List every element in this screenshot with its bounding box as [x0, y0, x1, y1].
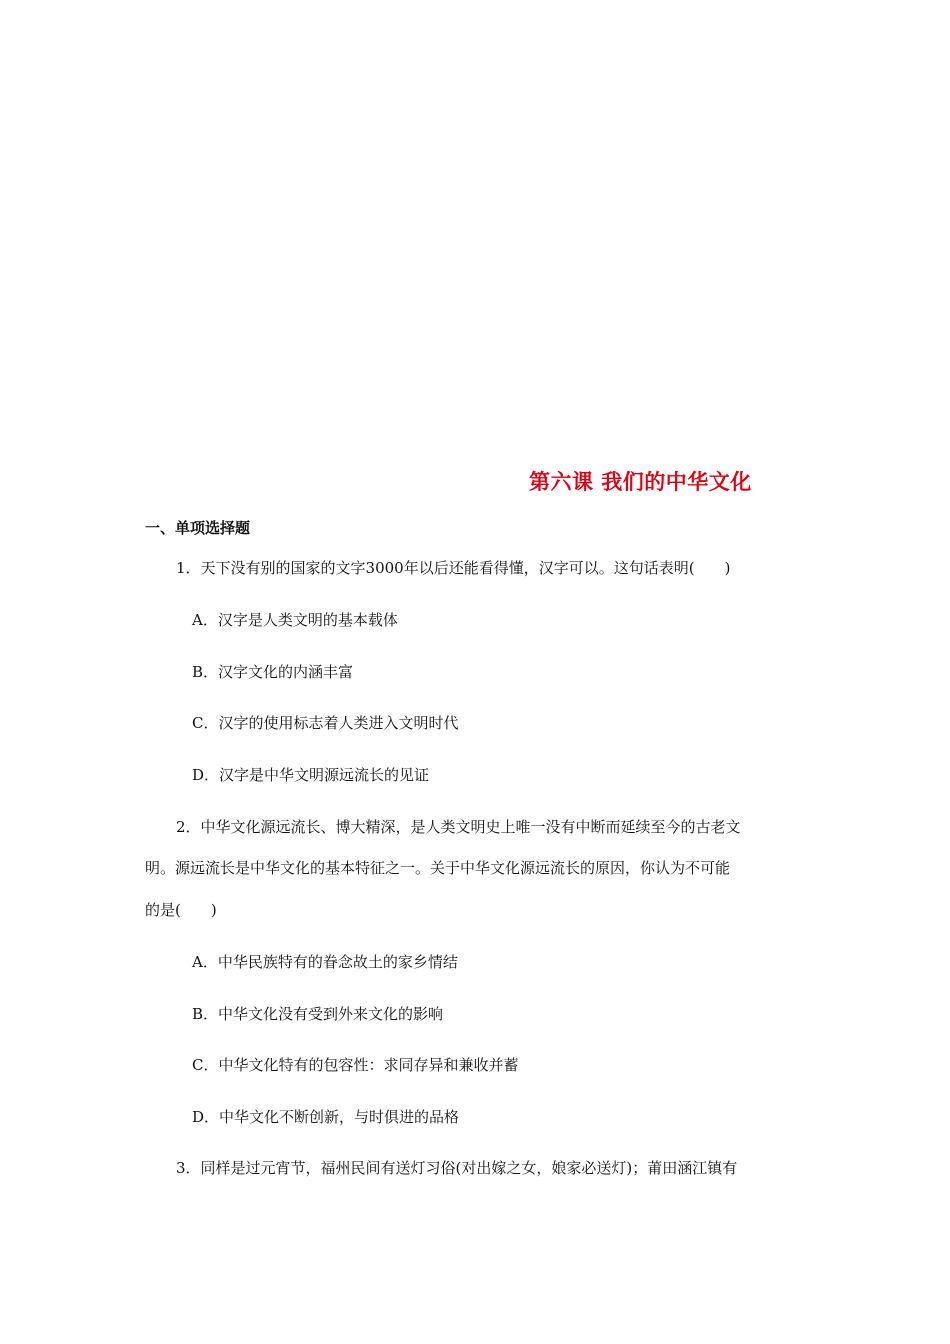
question-1-option-c[interactable]: C．汉字的使用标志着人类进入文明时代 [192, 714, 459, 732]
question-1-option-a[interactable]: A．汉字是人类文明的基本载体 [192, 611, 398, 629]
question-1-stem: 1．天下没有别的国家的文字3000年以后还能看得懂，汉字可以。这句话表明( ) [176, 559, 731, 577]
question-1-option-d[interactable]: D．汉字是中华文明源远流长的见证 [192, 766, 430, 784]
lesson-title: 第六课 我们的中华文化 [529, 470, 752, 494]
section-heading: 一、单项选择题 [145, 519, 251, 537]
question-2-stem-line-3: 的是( ) [145, 901, 217, 919]
question-2-stem-line-1: 2．中华文化源远流长、博大精深，是人类文明史上唯一没有中断而延续至今的古老文 [176, 818, 741, 836]
question-3-stem: 3．同样是过元宵节，福州民间有送灯习俗(对出嫁之女，娘家必送灯)；莆田涵江镇有 [176, 1159, 738, 1177]
question-2-option-c[interactable]: C．中华文化特有的包容性：求同存异和兼收并蓄 [192, 1056, 519, 1074]
question-2-option-a[interactable]: A．中华民族特有的眷念故土的家乡情结 [192, 953, 458, 971]
question-2-option-b[interactable]: B．中华文化没有受到外来文化的影响 [192, 1005, 444, 1023]
question-2-option-d[interactable]: D．中华文化不断创新，与时俱进的品格 [192, 1108, 460, 1126]
question-1-option-b[interactable]: B．汉字文化的内涵丰富 [192, 663, 354, 681]
question-2-stem-line-2: 明。源远流长是中华文化的基本特征之一。关于中华文化源远流长的原因，你认为不可能 [145, 859, 731, 877]
